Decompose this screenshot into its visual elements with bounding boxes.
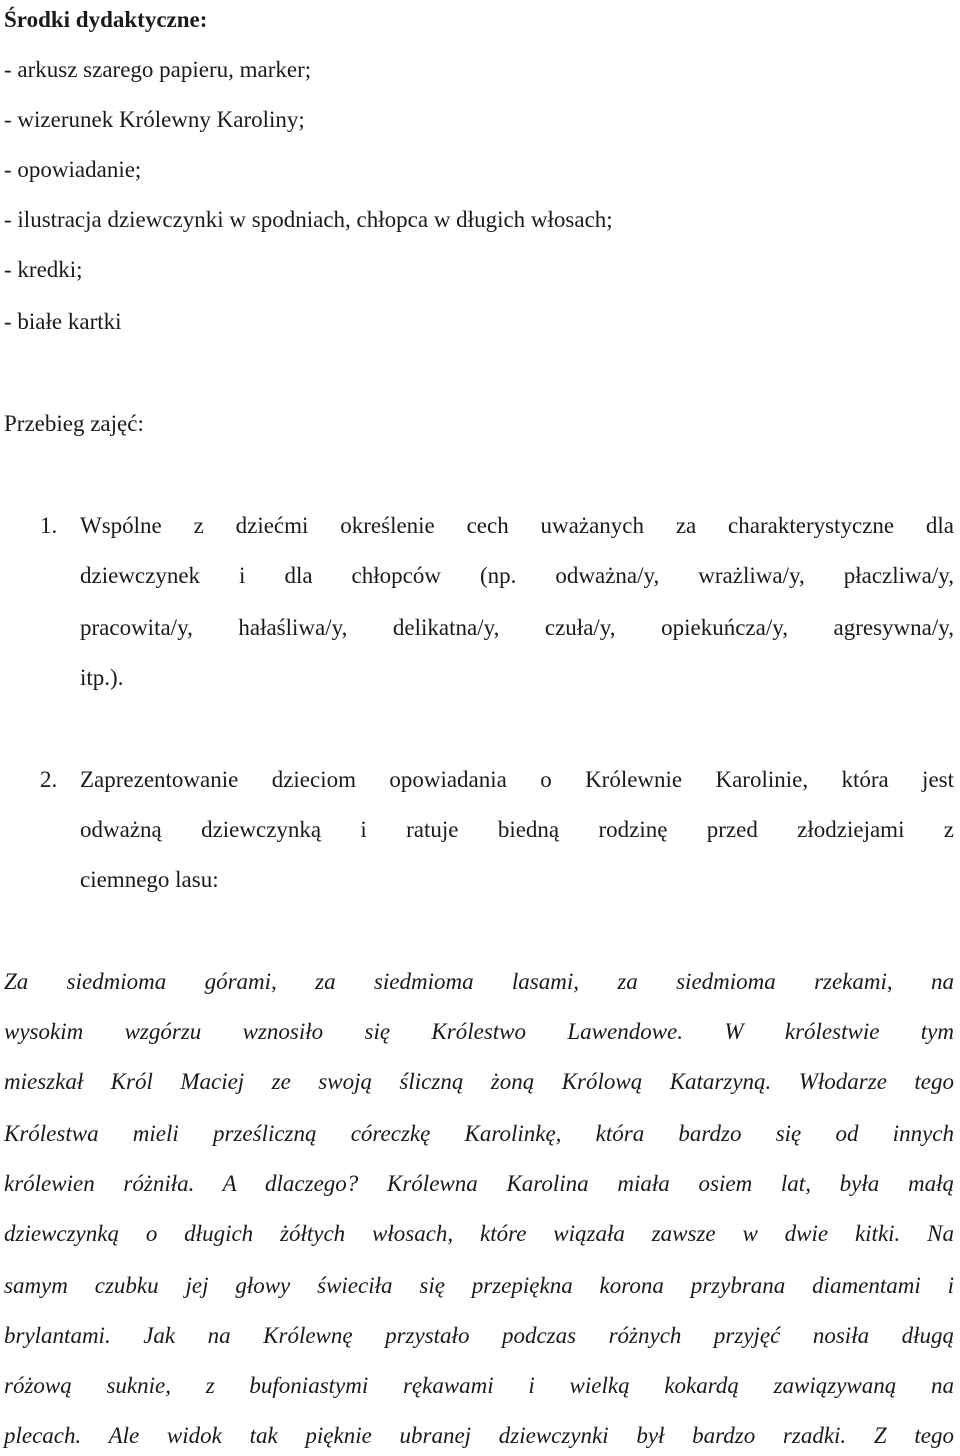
story-line: mieszkał Król Maciej ze swoją śliczną żoną Królową Katarzyną. Włodarze tego	[4, 1069, 954, 1094]
step-1-line: Wspólne z dziećmi określenie cech uważanych za charakterystyczne dla	[80, 513, 954, 538]
story-line: Za siedmioma górami, za siedmioma lasami, za siedmioma rzekami, na	[4, 969, 954, 994]
materials-item: - kredki;	[4, 257, 83, 282]
step-1-number: 1.	[40, 513, 58, 538]
story-line: różową suknie, z bufoniastymi rękawami i wielką kokardą zawiązywaną na	[4, 1373, 954, 1398]
materials-item: - opowiadanie;	[4, 157, 142, 182]
story-line: królewien różniła. A dlaczego? Królewna Karolina miała osiem lat, była małą	[4, 1171, 954, 1196]
materials-item: - ilustracja dziewczynki w spodniach, chłopca w długich włosach;	[4, 207, 613, 232]
materials-heading: Środki dydaktyczne:	[4, 7, 208, 32]
materials-item: - arkusz szarego papieru, marker;	[4, 57, 312, 82]
story-line: brylantami. Jak na Królewnę przystało podczas różnych przyjęć nosiła długą	[4, 1323, 954, 1348]
step-2-line: odważną dziewczynką i ratuje biedną rodzinę przed złodziejami z	[80, 817, 954, 842]
step-2-line: Zaprezentowanie dzieciom opowiadania o Królewnie Karolinie, która jest	[80, 767, 954, 792]
story-line: Królestwa mieli prześliczną córeczkę Karolinkę, która bardzo się od innych	[4, 1121, 954, 1146]
step-1-line: itp.).	[80, 665, 124, 690]
story-line: wysokim wzgórzu wznosiło się Królestwo Lawendowe. W królestwie tym	[4, 1019, 954, 1044]
step-1-line: pracowita/y, hałaśliwa/y, delikatna/y, czuła/y, opiekuńcza/y, agresywna/y,	[80, 615, 954, 640]
story-line: samym czubku jej głowy świeciła się przepiękna korona przybrana diamentami i	[4, 1273, 954, 1298]
procedure-heading: Przebieg zajęć:	[4, 411, 144, 436]
materials-item: - wizerunek Królewny Karoliny;	[4, 107, 305, 132]
step-2-line: ciemnego lasu:	[80, 867, 219, 892]
materials-item: - białe kartki	[4, 309, 122, 334]
story-line: plecach. Ale widok tak pięknie ubranej dziewczynki był bardzo rzadki. Z tego	[4, 1423, 954, 1448]
step-2-number: 2.	[40, 767, 58, 792]
story-line: dziewczynką o długich żółtych włosach, które wiązała zawsze w dwie kitki. Na	[4, 1221, 954, 1246]
step-1-line: dziewczynek i dla chłopców (np. odważna/y, wrażliwa/y, płaczliwa/y,	[80, 563, 954, 588]
